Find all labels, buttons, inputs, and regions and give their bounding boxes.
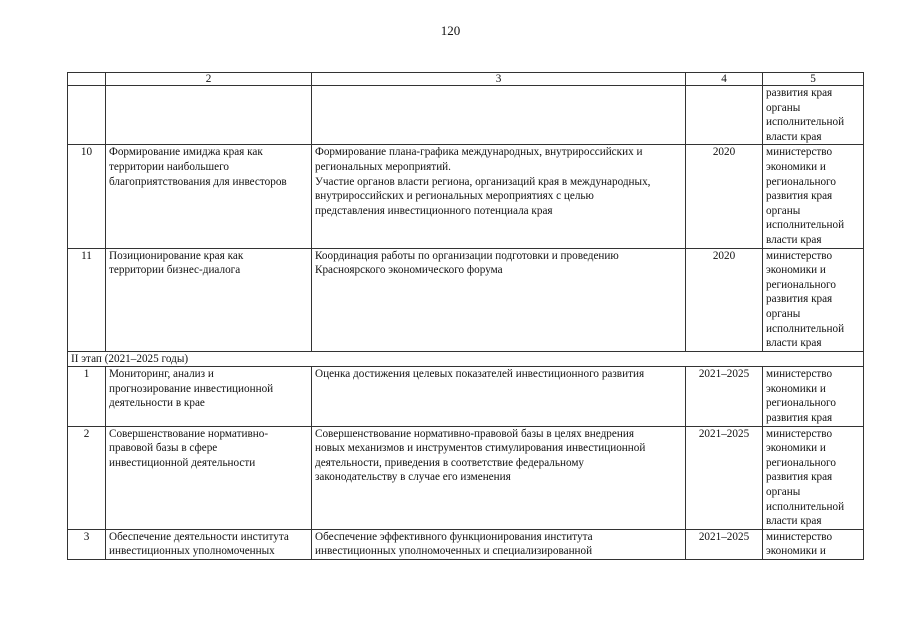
responsible — [763, 248, 864, 351]
deadline: 2020 — [686, 145, 763, 248]
text-line: Красноярского экономического форума — [315, 264, 503, 277]
text-line: развития края — [766, 293, 833, 306]
cont-col3 — [312, 86, 686, 145]
text-line: министерство — [766, 249, 833, 262]
cont-col5 — [763, 86, 864, 145]
text-line: Совершенствование нормативно-правовой базы в целях внедрения — [315, 427, 634, 440]
plan-table — [67, 72, 864, 560]
continuation-row — [68, 86, 864, 145]
text-line: Участие органов власти региона, организаций края в международных, — [315, 175, 651, 188]
text-line: Обеспечение деятельности института — [109, 530, 289, 543]
text-line: Формирование плана-графика международных, внутрироссийских и — [315, 146, 643, 159]
text-line: власти края — [766, 515, 822, 528]
text-line: министерство — [766, 368, 833, 381]
text-line: министерство — [766, 530, 833, 543]
text-line: развития края — [766, 190, 833, 203]
cont-col4 — [686, 86, 763, 145]
event-content — [312, 248, 686, 351]
text-line: экономики и — [766, 442, 826, 455]
text-line: инвестиционных уполномоченных и специализированной — [315, 545, 593, 558]
text-line: экономики и — [766, 264, 826, 277]
row-number: 11 — [68, 248, 106, 351]
event-content — [312, 145, 686, 248]
text-line: внутрироссийских и региональных мероприятиях с целью — [315, 190, 594, 203]
header-col-4: 4 — [686, 73, 763, 86]
table-row — [68, 529, 864, 559]
text-line: регионального — [766, 278, 836, 291]
table-row — [68, 145, 864, 248]
responsible — [763, 426, 864, 529]
text-line: территории бизнес-диалога — [109, 264, 241, 277]
row-number: 2 — [68, 426, 106, 529]
text-line: министерство — [766, 427, 833, 440]
text-line: власти края — [766, 233, 822, 246]
text-line: Оценка достижения целевых показателей инвестиционного развития — [315, 368, 645, 381]
text-line: представления инвестиционного потенциала края — [315, 204, 553, 217]
event-content — [312, 367, 686, 426]
header-col-1 — [68, 73, 106, 86]
text-line: Формирование имиджа края как — [109, 146, 263, 159]
cont-col2 — [106, 86, 312, 145]
table-row — [68, 367, 864, 426]
text-line: инвестиционных уполномоченных — [109, 545, 275, 558]
stage-row — [68, 351, 864, 367]
text-line: органы — [766, 307, 801, 320]
responsible — [763, 529, 864, 559]
event-name — [106, 248, 312, 351]
text-line: Совершенствование нормативно- — [109, 427, 269, 440]
text-line: органы — [766, 204, 801, 217]
text-line: органы — [766, 486, 801, 499]
header-col-3: 3 — [312, 73, 686, 86]
row-number: 1 — [68, 367, 106, 426]
text-line: регионального — [766, 397, 836, 410]
text-line: Координация работы по организации подготовки и проведению — [315, 249, 619, 262]
event-content — [312, 426, 686, 529]
text-line: благоприятствования для инвесторов — [109, 175, 287, 188]
text-line: развития края — [766, 471, 833, 484]
row-number: 10 — [68, 145, 106, 248]
text-line: правовой базы в сфере — [109, 442, 218, 455]
header-row — [68, 73, 864, 86]
text-line: исполнительной — [766, 116, 845, 129]
page-number: 120 — [440, 23, 461, 38]
event-name — [106, 426, 312, 529]
text-line: регионального — [766, 456, 836, 469]
cont-num — [68, 86, 106, 145]
text-line: органы — [766, 101, 801, 114]
event-name — [106, 367, 312, 426]
header-col-2: 2 — [106, 73, 312, 86]
row-number: 3 — [68, 529, 106, 559]
stage-label: II этап (2021–2025 годы) — [68, 351, 864, 367]
text-line: министерство — [766, 146, 833, 159]
text-line: новых механизмов и инструментов стимулирования инвестиционной — [315, 442, 646, 455]
text-line: деятельности, приведения в соответствие федеральному — [315, 456, 584, 469]
event-name — [106, 529, 312, 559]
table-row — [68, 248, 864, 351]
text-line: власти края — [766, 130, 822, 143]
deadline: 2021–2025 — [686, 529, 763, 559]
responsible — [763, 367, 864, 426]
text-line: прогнозирование инвестиционной — [109, 382, 274, 395]
header-col-5: 5 — [763, 73, 864, 86]
text-line: регионального — [766, 175, 836, 188]
event-name — [106, 145, 312, 248]
event-content — [312, 529, 686, 559]
text-line: экономики и — [766, 545, 826, 558]
deadline: 2021–2025 — [686, 367, 763, 426]
text-line: законодательству в случае его изменения — [315, 471, 511, 484]
text-line: инвестиционной деятельности — [109, 456, 256, 469]
table-row — [68, 426, 864, 529]
text-line: региональных мероприятий. — [315, 160, 451, 173]
text-line: развития края — [766, 412, 833, 425]
text-line: власти края — [766, 337, 822, 350]
responsible — [763, 145, 864, 248]
text-line: исполнительной — [766, 322, 845, 335]
text-line: деятельности в крае — [109, 397, 205, 410]
text-line: Позиционирование края как — [109, 249, 244, 262]
text-line: Обеспечение эффективного функционирования института — [315, 530, 593, 543]
text-line: экономики и — [766, 160, 826, 173]
deadline: 2021–2025 — [686, 426, 763, 529]
text-line: развития края — [766, 87, 833, 99]
text-line: исполнительной — [766, 500, 845, 513]
text-line: территории наибольшего — [109, 160, 229, 173]
text-line: Мониторинг, анализ и — [109, 368, 214, 381]
deadline: 2020 — [686, 248, 763, 351]
text-line: экономики и — [766, 382, 826, 395]
text-line: исполнительной — [766, 219, 845, 232]
